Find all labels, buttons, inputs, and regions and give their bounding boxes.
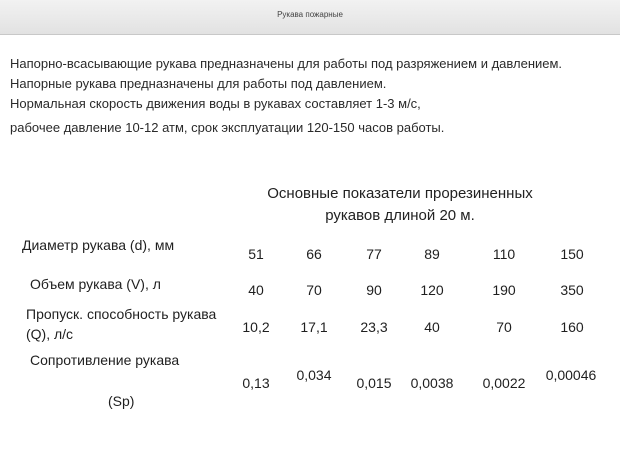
cell-resistance-6: 0,00046	[545, 367, 597, 383]
cell-diameter-5: 110	[492, 246, 516, 262]
cell-volume-4: 120	[420, 282, 444, 298]
cell-diameter-4: 89	[424, 246, 440, 262]
row-label-volume: Объем рукава (V), л	[30, 276, 161, 292]
table-title: Основные показатели прорезиненных рукавов длиной 20 м.	[267, 185, 533, 224]
cell-diameter-1: 51	[248, 246, 264, 262]
slide-title: Рукава пожарные	[277, 10, 343, 19]
cell-volume-2: 70	[306, 282, 322, 298]
intro-line-4: рабочее давление 10-12 атм, срок эксплуатации 120-150 часов работы.	[10, 120, 445, 135]
cell-resistance-2: 0,034	[296, 367, 332, 383]
cell-resistance-5: 0,0022	[482, 375, 526, 391]
cell-resistance-4: 0,0038	[410, 375, 454, 391]
cell-resistance-3: 0,015	[356, 375, 392, 391]
cell-volume-3: 90	[366, 282, 382, 298]
cell-throughput-5: 70	[496, 319, 512, 335]
intro-text	[10, 54, 612, 138]
cell-resistance-1: 0,13	[242, 375, 270, 391]
intro-line-3: Нормальная скорость движения воды в рукавах составляет 1-3 м/с,	[10, 96, 421, 111]
row-label-resistance-symbol: (Sр)	[108, 393, 135, 409]
cell-throughput-2: 17,1	[300, 319, 328, 335]
cell-diameter-3: 77	[366, 246, 382, 262]
row-label-diameter: Диаметр рукава (d), мм	[22, 237, 175, 253]
cell-volume-5: 190	[492, 282, 516, 298]
cell-volume-1: 40	[248, 282, 264, 298]
cell-throughput-6: 160	[560, 319, 584, 335]
cell-diameter-2: 66	[306, 246, 322, 262]
intro-line-1: Напорно-всасывающие рукава предназначены для работы под разряжением и давлением.	[10, 56, 563, 71]
cell-throughput-4: 40	[424, 319, 440, 335]
cell-volume-6: 350	[560, 282, 584, 298]
cell-throughput-3: 23,3	[360, 319, 388, 335]
title-bar	[0, 0, 620, 35]
row-label-resistance: Сопротивление рукава	[30, 352, 180, 368]
cell-diameter-6: 150	[560, 246, 584, 262]
row-label-throughput: Пропуск. способность рукава (Q), л/с	[26, 306, 217, 342]
cell-throughput-1: 10,2	[242, 319, 270, 335]
intro-line-2: Напорные рукава предназначены для работы под давлением.	[10, 76, 387, 91]
